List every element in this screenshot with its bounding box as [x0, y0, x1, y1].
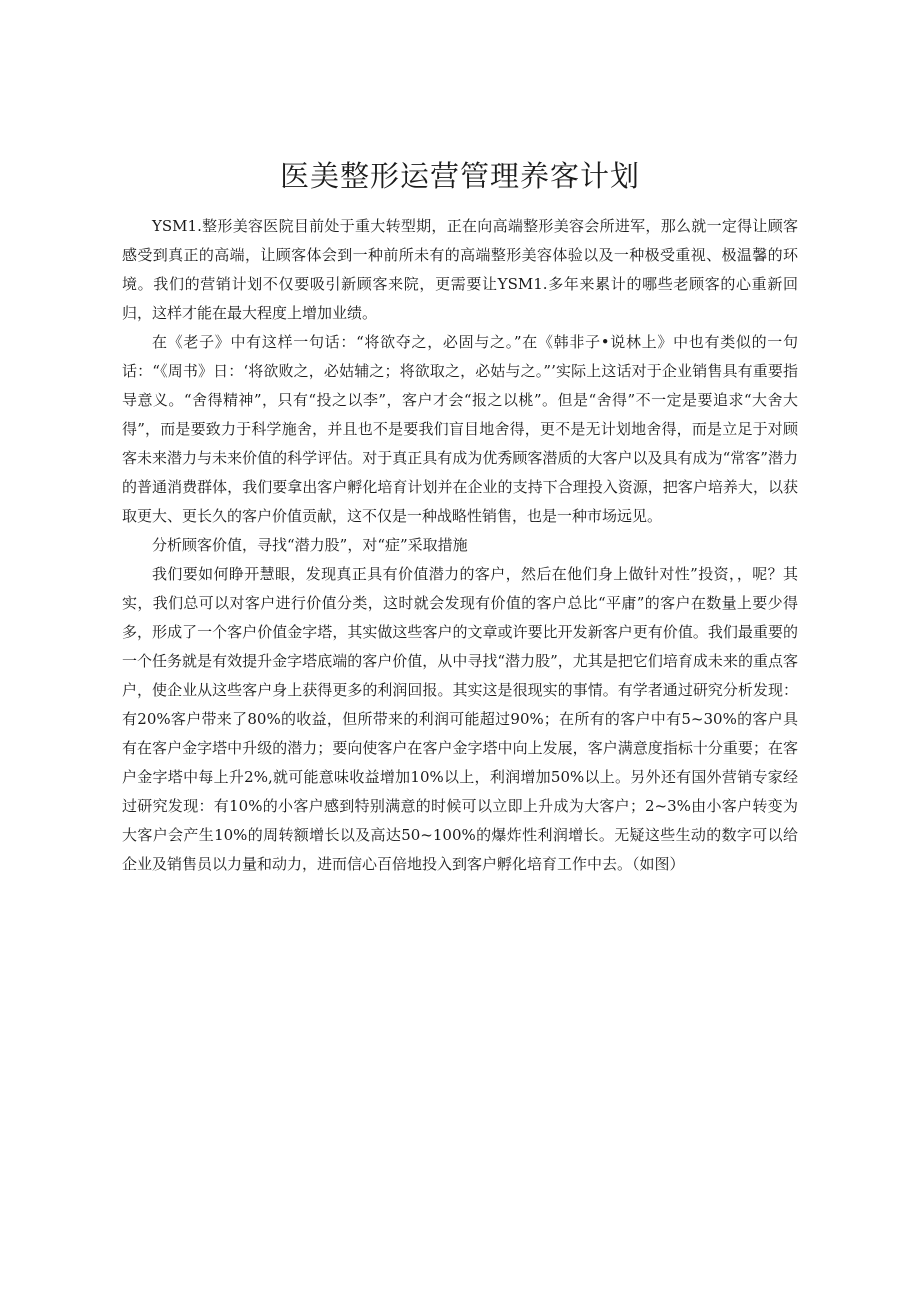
- paragraph-customer-value: 我们要如何睁开慧眼，发现真正具有价值潜力的客户，然后在他们身上做针对性”投资，，呢？其实，我们总可以对客户进行价值分类，这时就会发现有价值的客户总比“平庸”的客户在数量上要少得多，形成了一个客户价值金字塔，其实做这些客户的文章或许要比开发新客户更有价值。我们最重要的一个任务就是有效提升金字塔底端的客户价值，从中寻找“潜力股”，尤其是把它们培育成未来的重点客户，使企业从这些客户身上获得更多的利润回报。其实这是很现实的事情。有学者通过研究分析发现：有20%客户带来了80%的收益，但所带来的利润可能超过90%；在所有的客户中有5~30%的客户具有在客户金字塔中升级的潜力；要向使客户在客户金字塔中向上发展，客户满意度指标十分重要；在客户金字塔中每上升2%,就可能意味收益增加10%以上，利润增加50%以上。另外还有国外营销专家经过研究发现：有10%的小客户感到特别满意的时候可以立即上升成为大客户；2~3%由小客户转变为大客户会产生10%的周转额增长以及高达50~100%的爆炸性利润增长。无疑这些生动的数字可以给企业及销售员以力量和动力，进而信心百倍地投入到客户孵化培育工作中去。（如图）: [122, 565, 798, 873]
- document-body: [122, 212, 798, 879]
- document-title: 医美整形运营管理养客计划: [279, 159, 640, 193]
- paragraph-laozi-quote: 在《老子》中有这样一句话：“将欲夺之，必固与之。”在《韩非子•说林上》中也有类似的一句话：“《周书》日：‘将欲败之，必姑辅之；将欲取之，必姑与之。”’实际上这话对于企业销售具有重要指导意义。“舍得精神”，只有“投之以李”，客户才会“报之以桃”。但是“舍得”不一定是要追求“大舍大得”，而是要致力于科学施舍，并且也不是要我们盲目地舍得，更不是无计划地舍得，而是立足于对顾客未来潜力与未来价值的科学评估。对于真正具有成为优秀顾客潜质的大客户以及具有成为“常客”潜力的普通消费群体，我们要拿出客户孵化培育计划并在企业的支持下合理投入资源，把客户培养大，以获取更大、更长久的客户价值贡献，这不仅是一种战略性销售，也是一种市场远见。: [122, 333, 798, 525]
- paragraph-section-heading: 分析顾客价值，寻找“潜力股”，对“症”采取措施: [152, 536, 468, 554]
- paragraph-intro: YSM1.整形美容医院目前处于重大转型期，正在向高端整形美容会所进军，那么就一定得让顾客感受到真正的高端，让顾客体会到一种前所未有的高端整形美容体验以及一种极受重视、极温馨的环境。我们的营销计划不仅要吸引新顾客来院，更需要让YSM1.多年来累计的哪些老顾客的心重新回归，这样才能在最大程度上增加业绩。: [122, 217, 798, 322]
